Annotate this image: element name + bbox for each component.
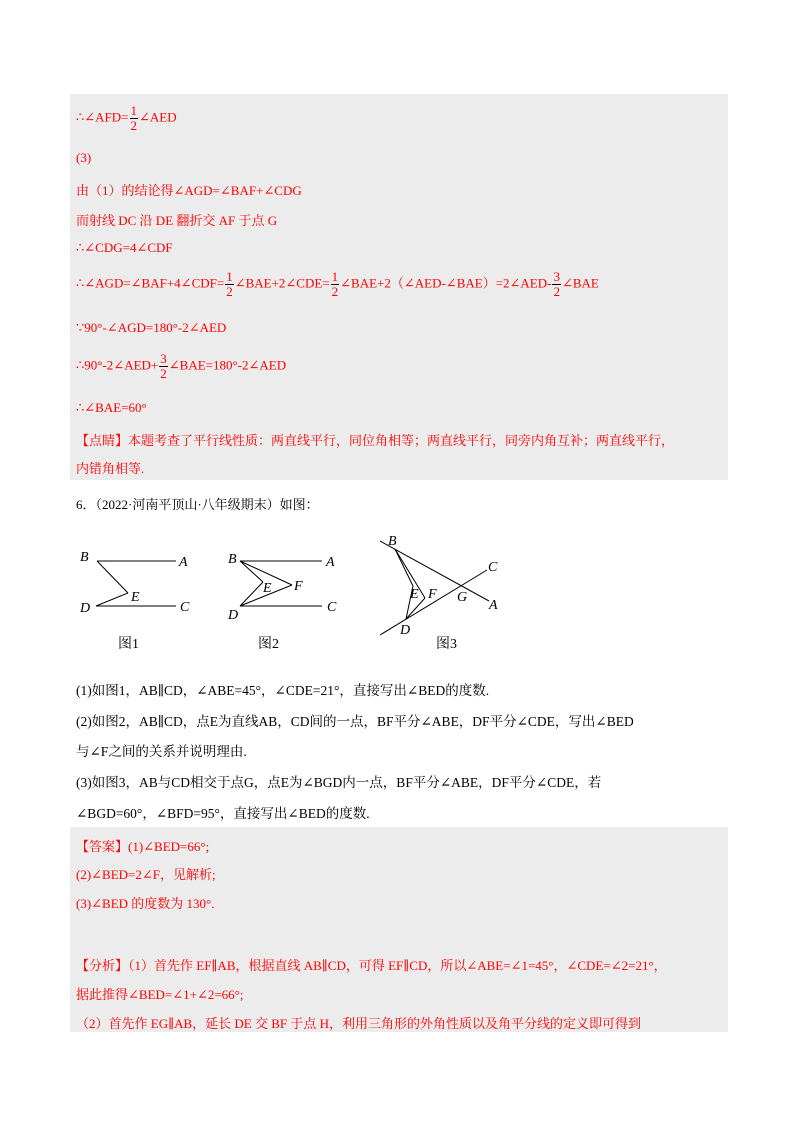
question-part-2-line-2: 与∠F之间的关系并说明理由. [76, 744, 247, 759]
fig2-label-d: D [228, 608, 239, 623]
fig1-label-a: A [179, 555, 188, 570]
solution-line-l5 [76, 270, 599, 299]
fig1-label-e: E [131, 590, 140, 605]
segment-ed [240, 582, 263, 606]
analysis-line-3: （2）首先作 EG∥AB，延长 DE 交 BF 于点 H，利用三角形的外角性质以及角平分线的定义即可得到 [76, 1016, 642, 1031]
fig3-label-a: A [489, 598, 498, 613]
fig2-caption: 图2 [258, 637, 279, 652]
text-l7-b: ∠BAE=180°-2∠AED [168, 357, 287, 373]
fig3-label-e: E [410, 587, 419, 602]
figure-2 [240, 561, 322, 606]
question-part-3-line-1: (3)如图3，AB与CD相交于点G，点E为∠BGD内一点，BF平分∠ABE，DF平分∠CDE，若 [76, 775, 602, 790]
solution-line-afd [76, 104, 177, 133]
solution-line-l4: ∴∠CDG=4∠CDF [76, 240, 173, 255]
answer-line-2: (2)∠BED=2∠F，见解析; [76, 867, 216, 882]
question-part-1: (1)如图1，AB∥CD，∠ABE=45°，∠CDE=21°，直接写出∠BED的度数. [76, 683, 490, 698]
fig3-label-g: G [457, 590, 468, 605]
segment-be [97, 561, 128, 593]
text-l5-d: ∠BAE [561, 275, 599, 291]
text-l5-c: ∠BAE+2（∠AED-∠BAE）=2∠AED- [340, 275, 552, 291]
fig2-label-c: C [327, 600, 337, 615]
line-cd [380, 570, 487, 635]
comment-line-1: 【点睛】本题考查了平行线性质：两直线平行，同位角相等；两直线平行，同旁内角互补；两直线平行， [76, 433, 675, 448]
fig3-label-b: B [388, 534, 397, 549]
text-l7-a: ∴90°-2∠AED+ [76, 357, 159, 373]
comment-line-2: 内错角相等. [76, 461, 145, 476]
fraction: $\frac{1}{2}$ [331, 269, 339, 299]
fig3-label-d: D [400, 623, 411, 638]
fig3-label-f: F [428, 587, 437, 602]
solution-line-l6: ∵90°-∠AGD=180°-2∠AED [76, 320, 227, 335]
fig1-label-c: C [180, 600, 190, 615]
solution-line-l2: 由（1）的结论得∠AGD=∠BAF+∠CDG [76, 183, 302, 198]
question-part-2-line-1: (2)如图2，AB∥CD，点E为直线AB，CD间的一点，BF平分∠ABE，DF平分∠CDE，写出∠BED [76, 714, 634, 729]
solution-line-l7 [76, 352, 286, 381]
fig2-label-e: E [263, 581, 272, 596]
fig1-label-d: D [80, 601, 91, 616]
question-header: 6．（2022·河南平顶山·八年级期末）如图： [76, 497, 319, 512]
fig2-label-b: B [228, 552, 237, 567]
part-3-label: (3) [76, 150, 92, 165]
answer-line-3: (3)∠BED 的度数为 130°. [76, 896, 215, 911]
figures [0, 526, 800, 686]
fraction: $\frac{1}{2}$ [130, 103, 138, 133]
fig3-caption: 图3 [436, 637, 457, 652]
segment-be [240, 561, 263, 582]
solution-line-l3: 而射线 DC 沿 DE 翻折交 AF 于点 G [76, 213, 278, 228]
answer-line-1: 【答案】(1)∠BED=66°; [76, 839, 210, 854]
fraction: $\frac{1}{2}$ [226, 269, 233, 299]
text-l5-b: ∠BAE+2∠CDE= [234, 275, 330, 291]
fraction: $\frac{3}{2}$ [553, 269, 560, 299]
fig1-label-b: B [80, 550, 89, 565]
analysis-line-2: 据此推得∠BED=∠1+∠2=66°; [76, 987, 244, 1002]
solution-line-l8: ∴∠BAE=60° [76, 400, 147, 415]
fig1-caption: 图1 [118, 637, 139, 652]
fig2-label-f: F [294, 579, 303, 594]
segment-ed [96, 593, 128, 606]
analysis-line-1: 【分析】（1）首先作 EF∥AB，根据直线 AB∥CD，可得 EF∥CD，所以∠ABE=∠1=45°，∠CDE=∠2=21°， [76, 958, 667, 973]
fig2-label-a: A [326, 555, 335, 570]
fraction: $\frac{3}{2}$ [160, 351, 167, 381]
text-l5-a: ∴∠AGD=∠BAF+4∠CDF= [76, 275, 225, 291]
fig3-label-c: C [488, 560, 498, 575]
text-afd-a: ∴∠AFD= [76, 109, 129, 125]
figure-3-labels [388, 534, 498, 638]
text-afd-b: ∠AED [139, 109, 177, 125]
question-part-3-line-2: ∠BGD=60°，∠BFD=95°，直接写出∠BED的度数. [76, 806, 370, 821]
